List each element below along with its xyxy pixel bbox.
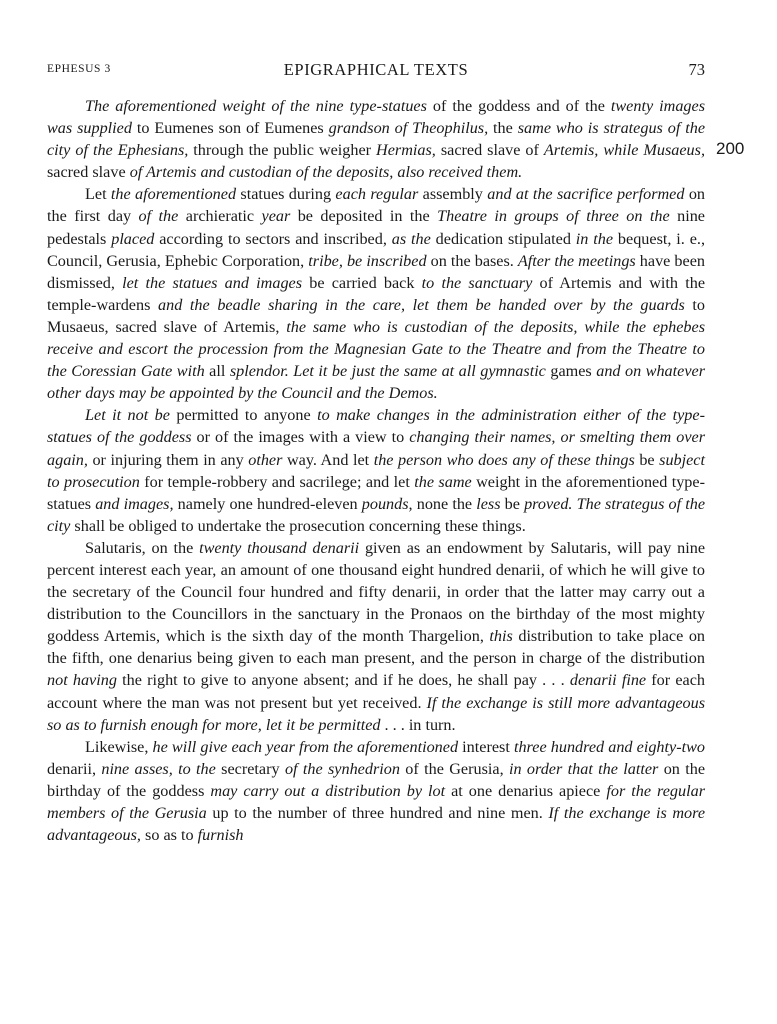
text-run: up to the number of three hundred and nine men.	[206, 804, 549, 822]
italic-text-run: the aforementioned	[110, 185, 237, 204]
text-run: assembly	[418, 185, 488, 204]
text-run: for temple-robbery and sacrilege; and let	[139, 472, 415, 491]
text-run: the	[488, 119, 518, 138]
text-run: so as to	[140, 826, 198, 845]
text-run: on the birthday of the goddess	[47, 759, 706, 800]
italic-text-run: Let it not be	[85, 406, 170, 425]
italic-text-run: for the regular members of the Gerusia	[47, 781, 705, 822]
text-run: to Eumenes son of Eumenes	[131, 119, 329, 138]
text-run: Likewise,	[85, 737, 153, 756]
text-run: or injuring them in any	[87, 450, 249, 469]
text-run: on the bases.	[426, 251, 518, 270]
italic-text-run: grandson of Theophilus,	[328, 119, 489, 138]
text-run: permitted to anyone	[169, 406, 318, 425]
text-run: namely one hundred-eleven	[173, 494, 362, 513]
italic-text-run: changing their names, or smelting them over again,	[47, 428, 705, 469]
italic-text-run: of Artemis and custodian of the deposits, also received them.	[129, 163, 523, 182]
italic-text-run: pounds,	[361, 494, 413, 513]
italic-text-run: three hundred and eighty-two	[513, 737, 705, 756]
text-run: to Musaeus, sacred slave of Artemis,	[47, 295, 705, 336]
text-run: be	[500, 494, 525, 513]
italic-text-run: of the	[138, 207, 179, 226]
text-run: through the public weigher	[188, 141, 377, 160]
italic-text-run: may carry out a distribution by lot	[210, 781, 446, 800]
italic-text-run: If the exchange is still more advantageous so as to furnish enough for more, let it be permitted	[47, 693, 705, 734]
text-run: sacred slave	[47, 163, 130, 182]
italic-text-run: twenty thousand denarii	[199, 538, 360, 557]
text-run: weight in the aforementioned type-statues	[47, 472, 705, 513]
text-run: secretary	[215, 759, 285, 778]
italic-text-run: Hermias,	[376, 141, 436, 160]
italic-text-run: and on whatever other days may be appointed by the Council and the Demos.	[47, 362, 706, 403]
italic-text-run: the same	[414, 472, 472, 491]
text-run: archieratic	[178, 207, 262, 226]
text-run: distribution to take place on the fifth, one denarius being given to each man present, and the person in charge of the distribution	[47, 627, 706, 668]
text-run: the right to give to anyone absent; and if he does, he shall pay . . .	[116, 671, 570, 690]
paragraph	[47, 537, 705, 736]
text-run: statues during	[236, 185, 336, 204]
text-run: nine pedestals	[47, 207, 705, 248]
text-run: . . . in turn.	[380, 715, 456, 734]
italic-text-run: denarii fine	[569, 671, 647, 690]
text-run: of Artemis and with the temple-wardens	[47, 273, 706, 314]
italic-text-run: and at the sacrifice performed	[487, 185, 685, 204]
text-run: at one denarius apiece	[445, 781, 607, 800]
text-run: dedication stipulated	[430, 229, 576, 248]
italic-text-run: and images,	[95, 494, 174, 513]
italic-text-run: the same who is custodian of the deposits, while the ephebes receive and escort the procession from the Magnesian Gate to the Theatre and from the Theatre to the Coressian Gate with	[47, 317, 705, 381]
text-run: have been dismissed,	[47, 251, 705, 292]
paragraph	[47, 404, 705, 537]
text-run: for each account where the man was not present but yet received.	[47, 671, 705, 712]
italic-text-run: each regular	[335, 185, 419, 204]
italic-text-run: this	[489, 627, 513, 646]
italic-text-run: to the sanctuary	[421, 273, 533, 292]
italic-text-run: subject to prosecution	[47, 450, 705, 491]
page-number: 73	[688, 60, 705, 79]
text-run: shall be obliged to undertake the prosecution concerning these things.	[70, 516, 526, 535]
text-run: interest	[458, 737, 514, 756]
body-text	[47, 95, 705, 846]
text-run: sacred slave of	[435, 141, 544, 160]
text-run: or of the images with a view to	[191, 428, 410, 447]
paragraph	[47, 183, 705, 404]
italic-text-run: not having	[47, 671, 117, 690]
italic-text-run: tribe, be inscribed	[308, 251, 427, 270]
running-head-section: EPHESUS 3	[47, 63, 111, 75]
italic-text-run: other	[248, 450, 283, 469]
margin-line-number: 200	[716, 139, 745, 158]
italic-text-run: furnish	[197, 826, 244, 845]
text-run: of the Gerusia,	[399, 759, 509, 778]
italic-text-run: less	[476, 494, 501, 513]
italic-text-run: Artemis, while Musaeus,	[543, 141, 705, 160]
italic-text-run: splendor. Let it be just the same at all gymnastic	[229, 362, 546, 381]
text-run: Let	[85, 185, 111, 204]
text-run: way. And let	[282, 450, 374, 469]
text-run: denarii,	[47, 759, 102, 778]
italic-text-run: he will give each year from the aforementioned	[152, 737, 459, 756]
text-run: be	[634, 450, 660, 469]
italic-text-run: same who is strategus of the city of the Ephesians,	[47, 119, 706, 160]
italic-text-run: to make changes in the administration either of the type-statues of the goddess	[47, 406, 705, 447]
italic-text-run: let the statues and images	[122, 273, 303, 292]
italic-text-run: proved. The strategus of the city	[47, 494, 706, 535]
text-run: none the	[412, 494, 477, 513]
text-run: given as an endowment by Salutaris, will pay nine percent interest each year, an amount of one thousand eight hundred denarii, of which he will give to the secretary of the Council four hundred and fifty denarii, in order that the latter may carry out a distribution to the Councillors in the sanctuary in the Pronaos on the birthday of the most mighty goddess Artemis, which is the sixth day of the month Thargelion,	[47, 538, 706, 646]
text-run: according to sectors and inscribed,	[154, 229, 392, 248]
italic-text-run: If the exchange is more advantageous,	[47, 804, 706, 845]
text-run: be carried back	[302, 273, 422, 292]
italic-text-run: in the	[575, 229, 614, 248]
paragraph	[47, 95, 705, 183]
italic-text-run: of the synhedrion	[284, 759, 400, 778]
italic-text-run: year	[261, 207, 291, 226]
text-run: all	[204, 362, 230, 381]
italic-text-run: After the meetings	[517, 251, 636, 270]
italic-text-run: nine asses, to the	[101, 759, 216, 778]
italic-text-run: placed	[111, 229, 155, 248]
running-head	[47, 60, 705, 80]
text-run: be deposited in the	[290, 207, 438, 226]
italic-text-run: Theatre in groups of three on the	[437, 207, 670, 226]
italic-text-run: twenty images was supplied	[47, 97, 705, 138]
text-run: on the first day	[47, 185, 706, 226]
paragraph	[47, 736, 705, 846]
text-run: games	[545, 362, 597, 381]
text-run: bequest, i. e., Council, Gerusia, Ephebic Corporation,	[47, 229, 705, 270]
italic-text-run: the person who does any of these things	[373, 450, 635, 469]
text-run: Salutaris, on the	[85, 538, 200, 557]
italic-text-run: in order that the latter	[508, 759, 659, 778]
running-head-title: EPIGRAPHICAL TEXTS	[283, 60, 469, 79]
italic-text-run: and the beadle sharing in the care, let them be handed over by the guards	[158, 295, 685, 314]
italic-text-run: The aforementioned weight of the nine type-statues	[85, 97, 427, 115]
text-run: of the goddess and of the	[426, 97, 611, 115]
italic-text-run: as the	[391, 229, 431, 248]
